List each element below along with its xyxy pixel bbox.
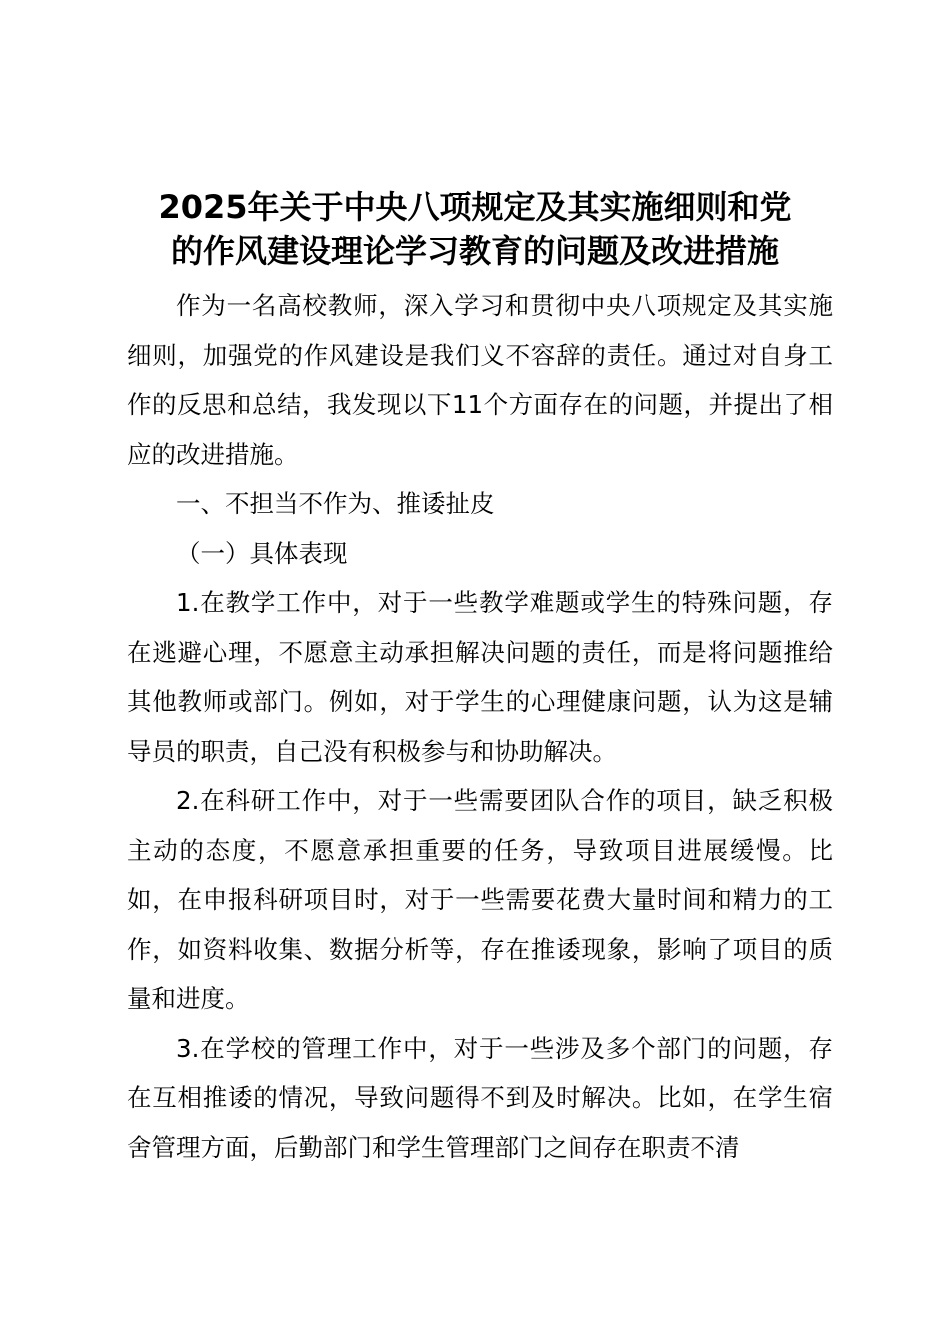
paragraph-intro: 作为一名高校教师，深入学习和贯彻中央八项规定及其实施细则，加强党的作风建设是我们义不容辞的责任。通过对自身工作的反思和总结，我发现以下11个方面存在的问题，并提出了相应的改进措施。	[127, 291, 833, 469]
paragraph-item-1: 1.在教学工作中，对于一些教学难题或学生的特殊问题，存在逃避心理，不愿意主动承担解决问题的责任，而是将问题推给其他教师或部门。例如，对于学生的心理健康问题，认为这是辅导员的职责，自己没有积极参与和协助解决。	[127, 588, 833, 766]
title-line-2: 的作风建设理论学习教育的问题及改进措施	[170, 232, 779, 270]
document-title	[110, 185, 840, 273]
paragraph-item-3: 3.在学校的管理工作中，对于一些涉及多个部门的问题，存在互相推诿的情况，导致问题得不到及时解决。比如，在学生宿舍管理方面，后勤部门和学生管理部门之间存在职责不清	[127, 1033, 833, 1162]
subsection-heading: （一）具体表现	[176, 538, 348, 568]
section-heading: 一、不担当不作为、推诿扯皮	[176, 489, 495, 518]
document-body	[127, 281, 833, 1172]
title-line-1: 2025年关于中央八项规定及其实施细则和党	[158, 188, 792, 226]
paragraph-item-2: 2.在科研工作中，对于一些需要团队合作的项目，缺乏积极主动的态度，不愿意承担重要的任务，导致项目进展缓慢。比如，在申报科研项目时，对于一些需要花费大量时间和精力的工作，如资料收集、数据分析等，存在推诿现象，影响了项目的质量和进度。	[127, 786, 833, 1013]
